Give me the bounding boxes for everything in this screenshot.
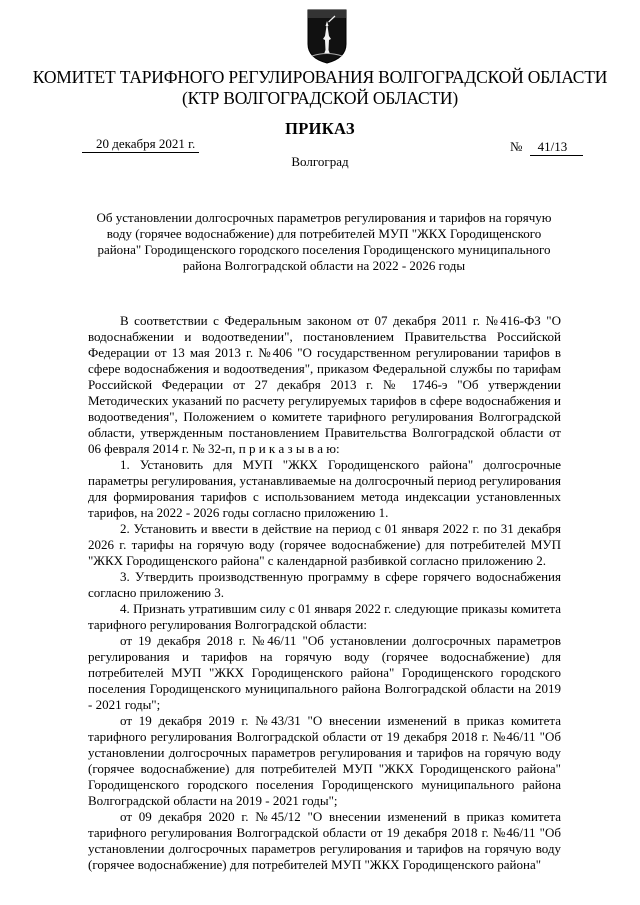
number-label: №: [510, 139, 523, 154]
repealed-order-2: от 19 декабря 2019 г. №43/31 "О внесении изменений в приказ комитета тарифного регулирования Волгоградской области от 19 декабря 2018 г. №46/11 "Об установлении долгосрочных параметров регулирования и тарифов на горячую воду (горячее водоснабжение) для потребителей МУП "ЖКХ Городищенского района" Городищенского городского поселения Городищенского муниципального района Волгоградской области на 2019 - 2021 годы";: [88, 713, 561, 808]
coat-of-arms-icon: [306, 6, 348, 64]
document-number: 41/13: [530, 139, 584, 156]
repealed-order-1: от 19 декабря 2018 г. №46/11 "Об установлении долгосрочных параметров регулирования и тарифов на горячую воду (горячее водоснабжение) для потребителей МУП "ЖКХ Городищенского района" Городищенского городского поселения Городищенского муниципального района Волгоградской области на 2019 - 2021 годы";: [88, 633, 561, 712]
preamble-paragraph: В соответствии с Федеральным законом от 07 декабря 2011 г. №416-ФЗ "О водоснабжении и водоотведении", постановлением Правительства Российской Федерации от 13 мая 2013 г. №406 "О государственном регулировании тарифов в сфере водоснабжения и водоотведения", приказом Федеральной службы по тарифам Российской Федерации от 27 декабря 2013 г. № 1746-э "Об утверждении Методических указаний по расчету регулируемых тарифов в сфере водоснабжения и водоотведения", Положением о комитете тарифного регулирования Волгоградской области, утвержденным постановлением Правительства Волгоградской области от 06 февраля 2014 г. № 32-п, п р и к а з ы в а ю:: [88, 313, 561, 456]
clause-2: 2. Установить и ввести в действие на период с 01 января 2022 г. по 31 декабря 2026 г. тарифы на горячую воду (горячее водоснабжение) для потребителей МУП "ЖКХ Городищенского района" с календарной разбивкой согласно приложению 2.: [88, 521, 561, 568]
clause-4: 4. Признать утратившим силу с 01 января 2022 г. следующие приказы комитета тарифного регулирования Волгоградской области:: [88, 601, 561, 632]
document-body: [88, 313, 561, 873]
repealed-order-3: от 09 декабря 2020 г. №45/12 "О внесении изменений в приказ комитета тарифного регулирования Волгоградской области от 19 декабря 2018 г. №46/11 "Об установлении долгосрочных параметров регулирования и тарифов на горячую воду (горячее водоснабжение) для потребителей МУП "ЖКХ Городищенского района": [88, 809, 561, 872]
organization-short-name: (КТР ВОЛГОГРАДСКОЙ ОБЛАСТИ): [182, 88, 458, 108]
city: Волгоград: [291, 154, 349, 169]
clause-1: 1. Установить для МУП "ЖКХ Городищенского района" долгосрочные параметры регулирования, устанавливаемые на долгосрочный период регулирования для формирования тарифов с использованием метода индексации установленных тарифов, на 2022 - 2026 годы согласно приложению 1.: [88, 457, 561, 520]
clause-3: 3. Утвердить производственную программу в сфере горячего водоснабжения согласно приложению 3.: [88, 569, 561, 600]
organization-name: КОМИТЕТ ТАРИФНОГО РЕГУЛИРОВАНИЯ ВОЛГОГРАДСКОЙ ОБЛАСТИ: [32, 67, 608, 87]
document-date: 20 декабря 2021 г.: [82, 136, 199, 153]
document-subject: Об установлении долгосрочных параметров регулирования и тарифов на горячую воду (горячее водоснабжение) для потребителей МУП "ЖКХ Городищенского района" Городищенского городского поселения Городищенского муниципального района Волгоградской области на 2022 - 2026 годы: [96, 210, 552, 273]
document-type: ПРИКАЗ: [285, 119, 355, 138]
